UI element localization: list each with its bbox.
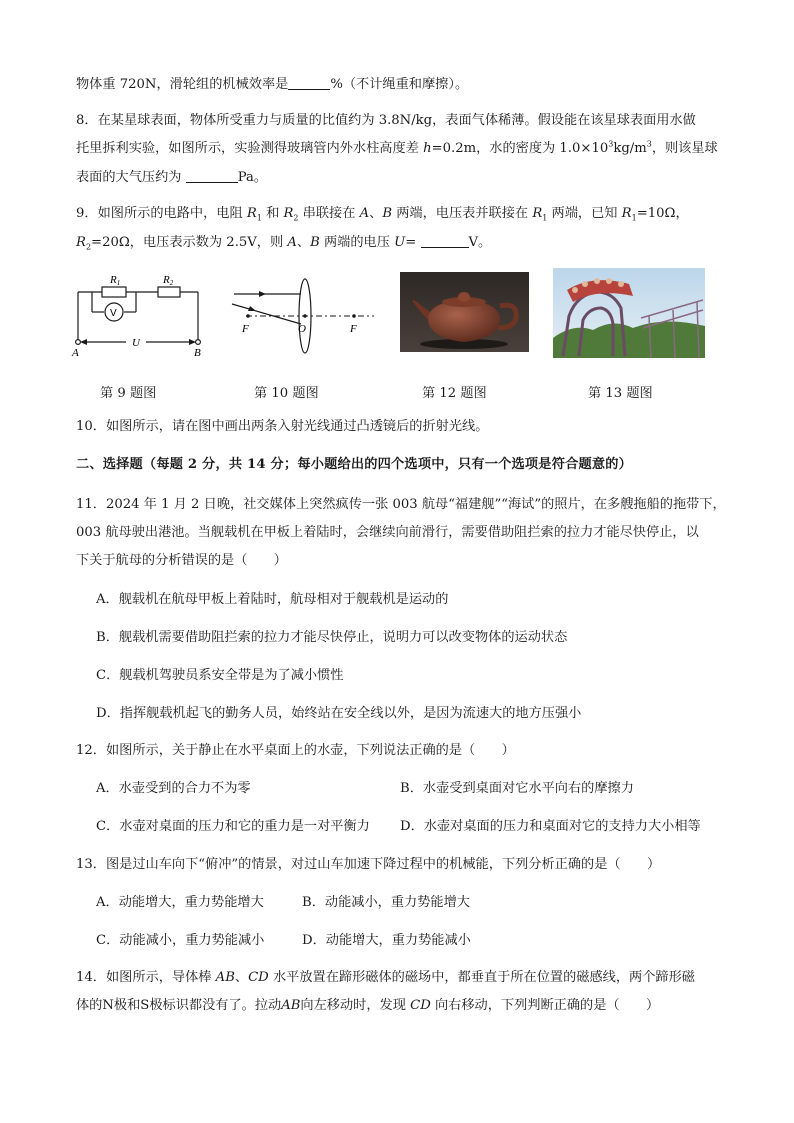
q13-option-c: C．动能减小，重力势能减小: [96, 933, 265, 948]
caption-fig12: 第 12 题图: [422, 386, 487, 401]
var-h: h: [423, 141, 432, 156]
circuit-diagram: [70, 268, 210, 360]
q11-option-d: D．指挥舰载机起飞的勤务人员，始终站在安全线以外，是因为流速大的地方压强小: [96, 706, 582, 721]
q8-text: =0.2m，水的密度为 1.0×10: [431, 141, 609, 156]
q7-tail-line: [76, 77, 468, 91]
q9-text: 、: [296, 235, 311, 250]
q8-line-2: [76, 139, 718, 156]
q8-line-3: [76, 170, 267, 184]
q9-line-1: [76, 206, 689, 223]
q8-text: 托里拆利实验，如图所示，实验测得玻璃管内外水柱高度差: [76, 141, 424, 156]
answer-blank: [288, 77, 330, 90]
focus-right-label: F: [350, 323, 357, 335]
q14-text: 向左移动时，发现: [300, 998, 411, 1013]
answer-blank: [186, 170, 238, 183]
q13-stem: 13．图是过山车向下“俯冲”的情景，对过山车加速下降过程中的机械能，下列分析正确的是（ ）: [76, 857, 661, 872]
q8-text: Pa。: [237, 170, 268, 185]
var-b: B: [382, 206, 393, 221]
q11-option-c: C．舰载机驾驶员系安全带是为了减小惯性: [96, 668, 344, 683]
var-a: A: [287, 235, 297, 250]
q11-line-1: 11．2024 年 1 月 2 日晚，社交媒体上突然疯传一张 003 航母“福建舰”“海试”的照片，在多艘拖船的拖带下，: [76, 497, 726, 512]
q11-line-3: 下关于航母的分析错误的是（ ）: [76, 553, 287, 568]
var-ab: AB: [281, 998, 301, 1013]
q9-text: =10Ω，: [636, 206, 689, 221]
var-r: R: [283, 206, 294, 221]
r1-label: R1: [110, 274, 121, 287]
caption-fig9: 第 9 题图: [100, 386, 157, 401]
superscript: 3: [646, 139, 652, 149]
q14-line-1: [76, 971, 695, 984]
subscript: 1: [542, 213, 548, 223]
var-r: R: [76, 235, 86, 250]
terminal-b-label: B: [194, 347, 201, 359]
q12-option-c: C．水壶对桌面的压力和它的重力是一对平衡力: [96, 819, 370, 834]
subscript: 2: [85, 242, 92, 252]
q13-option-a: A．动能增大，重力势能增大: [96, 895, 264, 910]
var-r: R: [621, 206, 632, 221]
q7-tail-suffix: %（不计绳重和摩擦）。: [330, 77, 469, 92]
q12-option-d: D．水壶对桌面的压力和桌面对它的支持力大小相等: [400, 819, 701, 834]
q9-text: 两端，电压表并联接在: [392, 206, 533, 221]
q12-stem: 12．如图所示，关于静止在水平桌面上的水壶，下列说法正确的是（ ）: [76, 743, 515, 758]
lens-diagram: [226, 266, 378, 356]
q9-text: 两端的电压: [319, 235, 395, 250]
q12-option-b: B．水壶受到桌面对它水平向右的摩擦力: [400, 781, 634, 796]
q13-option-d: D．动能增大，重力势能减小: [302, 933, 471, 948]
var-cd: CD: [410, 998, 431, 1013]
superscript: 3: [608, 139, 614, 149]
var-u: U: [394, 235, 406, 250]
q13-option-b: B．动能减小，重力势能增大: [302, 895, 470, 910]
q9-text: 9．如图所示的电路中，电阻: [76, 206, 247, 221]
optical-center-label: O: [298, 323, 306, 335]
q9-text: V。: [468, 235, 492, 250]
var-b: B: [310, 235, 320, 250]
q11-line-2: 003 航母驶出港池。当舰载机在甲板上着陆时，会继续向前滑行，需要借助阻拦索的拉力才能尽快停止，以: [76, 525, 699, 540]
var-cd: CD: [248, 970, 269, 985]
q9-text: =20Ω，电压表示数为 2.5V，则: [91, 235, 288, 250]
section-heading: 二、选择题（每题 2 分，共 14 分；每小题给出的四个选项中，只有一个选项是符合题意的）: [76, 457, 633, 472]
subscript: 2: [293, 213, 299, 223]
q9-text: 、: [369, 206, 383, 221]
q14-text: 14．如图所示，导体棒: [76, 970, 216, 985]
var-ab: AB: [215, 970, 235, 985]
terminal-a-label: A: [72, 347, 79, 359]
roller-coaster-photo: [553, 268, 705, 358]
q14-text: 向右移动，下列判断正确的是（ ）: [430, 998, 660, 1013]
r2-label: R2: [163, 274, 174, 287]
q10-text: 10．如图所示，请在图中画出两条入射光线通过凸透镜后的折射光线。: [76, 419, 489, 434]
q9-text: =: [405, 235, 421, 250]
incident-ray-focus: [232, 304, 301, 324]
q14-line-2: [76, 999, 659, 1012]
caption-fig13: 第 13 题图: [588, 386, 653, 401]
q8-text: 表面的大气压约为: [76, 170, 186, 185]
subscript: 1: [256, 213, 262, 223]
q7-tail-text: 物体重 720N，滑轮组的机械效率是: [76, 77, 289, 92]
q14-text: 水平放置在蹄形磁体的磁场中，都垂直于所在位置的磁感线，两个蹄形磁: [268, 970, 695, 985]
var-a: A: [359, 206, 370, 221]
teapot-photo: [400, 272, 529, 352]
q9-text: 和: [261, 206, 284, 221]
q14-text: 、: [234, 970, 249, 985]
q14-text: 体的N极和S极标识都没有了。拉动: [76, 998, 282, 1013]
voltmeter-label: V: [110, 308, 117, 319]
var-r: R: [246, 206, 257, 221]
q11-option-a: A．舰载机在航母甲板上着陆时，航母相对于舰载机是运动的: [96, 592, 449, 607]
q9-line-2: [76, 235, 492, 252]
q9-text: 两端，已知: [547, 206, 622, 221]
answer-blank: [421, 235, 469, 248]
q8-text: kg/m: [613, 141, 647, 156]
focus-left-label: F: [242, 323, 249, 335]
q11-option-b: B．舰载机需要借助阻拦索的拉力才能尽快停止，说明力可以改变物体的运动状态: [96, 630, 568, 645]
q8-line-1: 8．在某星球表面，物体所受重力与质量的比值约为 3.8N/kg，表面气体稀薄。假设能在该星球表面用水做: [76, 113, 696, 128]
q9-text: 串联接在: [298, 206, 360, 221]
q8-text: ，则该星球: [651, 141, 718, 156]
q12-option-a: A．水壶受到的合力不为零: [96, 781, 251, 796]
u-label: U: [132, 337, 140, 349]
caption-fig10: 第 10 题图: [254, 386, 319, 401]
var-r: R: [532, 206, 543, 221]
subscript: 1: [631, 213, 637, 223]
